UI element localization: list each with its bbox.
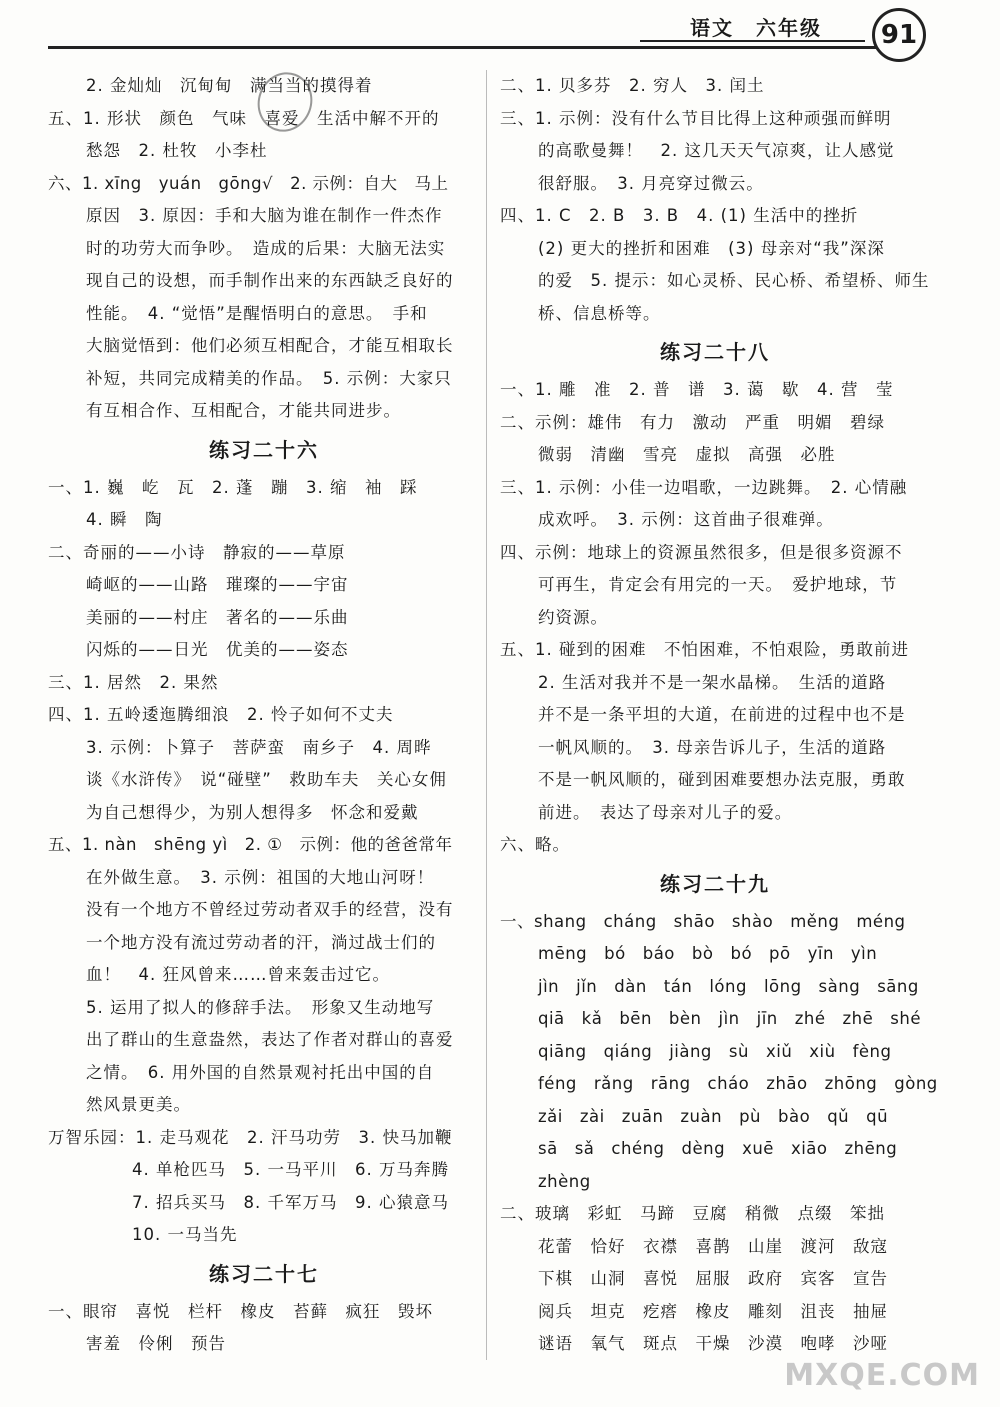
answer-line: 一、眼帘 喜悦 栏杆 橡皮 苔藓 疯狂 毁坏 <box>48 1301 433 1321</box>
right-column <box>500 70 938 1361</box>
answer-line: 一、1. 巍 屹 瓦 2. 蓬 蹦 3. 缩 袖 踩 <box>48 477 418 497</box>
answer-line: 性能。 4. “觉悟”是醒悟明白的意思。 手和 <box>86 303 428 323</box>
answer-line: mēng bó báo bò bó pō yīn yìn <box>538 944 878 963</box>
answer-line: féng rǎng rāng cháo zhāo zhōng gòng <box>538 1074 938 1093</box>
section-title: 练习二十七 <box>209 1261 319 1286</box>
answer-line: 2. 金灿灿 沉甸甸 满当当的摸得着 <box>86 76 373 95</box>
answer-line: (2) 更大的挫折和困难 (3) 母亲对“我”深深 <box>538 238 885 258</box>
answer-line: 四、示例：地球上的资源虽然很多，但是很多资源不 <box>500 542 903 562</box>
answer-line: 愁怨 2. 杜牧 小李杜 <box>86 141 268 160</box>
answer-line: 桥、信息桥等。 <box>538 303 661 323</box>
answer-line: 在外做生意。 3. 示例：祖国的大地山河呀！ <box>86 867 435 887</box>
answer-line: 一、1. 雕 准 2. 普 谱 3. 蔼 歇 4. 营 莹 <box>500 380 894 399</box>
answer-line: 出了群山的生意盎然，表达了作者对群山的喜爱 <box>86 1030 454 1049</box>
answer-line: 前进。 表达了母亲对儿子的爱。 <box>538 802 793 822</box>
page-number: 91 <box>872 8 926 62</box>
answer-line: 一帆风顺的。 3. 母亲告诉儿子，生活的道路 <box>538 737 887 757</box>
answer-line: 很舒服。 3. 月亮穿过微云。 <box>538 173 764 193</box>
answer-line: 阅兵 坦克 疙瘩 橡皮 雕刻 沮丧 抽屉 <box>538 1301 888 1321</box>
watermark-text: MXQE.COM <box>784 1358 980 1393</box>
answer-line: 三、1. 居然 2. 果然 <box>48 672 219 692</box>
answer-line: 4. 瞬 陶 <box>86 510 163 529</box>
answer-line: 五、1. 碰到的困难 不怕困难，不怕艰险，勇敢前进 <box>500 640 909 659</box>
answer-line: 二、奇丽的——小诗 静寂的——草原 <box>48 542 346 562</box>
answer-line: 花蕾 恰好 衣襟 喜鹊 山崖 渡河 敌寇 <box>538 1236 888 1256</box>
answer-line: zhèng <box>538 1171 591 1191</box>
answer-line: 六、略。 <box>500 835 570 854</box>
answer-line: 二、1. 贝多芬 2. 穷人 3. 闰土 <box>500 76 765 95</box>
answer-line: 大脑觉悟到：他们必须互相配合，才能互相取长 <box>86 336 454 355</box>
answer-line: 4. 单枪匹马 5. 一马平川 6. 万马奔腾 <box>132 1160 449 1179</box>
subject-grade: 语文 六年级 <box>690 16 822 40</box>
answer-line: 补短，共同完成精美的作品。 5. 示例：大家只 <box>86 368 452 388</box>
answer-line: qiā kǎ bēn bèn jìn jīn zhé zhē shé <box>538 1009 921 1028</box>
answer-line: qiāng qiáng jiàng sù xiǔ xiù fèng <box>538 1041 892 1061</box>
answer-line: 不是一帆风顺的，碰到困难要想办法克服，勇敢 <box>538 770 906 789</box>
column-divider <box>486 70 487 1360</box>
answer-line: sā sǎ chéng dèng xuē xiāo zhēng <box>538 1139 898 1158</box>
answer-line: 有互相合作、互相配合，才能共同进步。 <box>86 401 401 420</box>
answer-line: 下棋 山洞 喜悦 屈服 政府 宾客 宣告 <box>538 1269 888 1288</box>
answer-line: 二、玻璃 彩虹 马蹄 豆腐 稍微 点缀 笨拙 <box>500 1204 885 1223</box>
answer-line: 一、shang cháng shāo shào měng méng <box>500 911 906 931</box>
answer-line: 并不是一条平坦的大道，在前进的过程中也不是 <box>538 705 906 724</box>
answer-line: 之情。 6. 用外国的自然景观衬托出中国的自 <box>86 1062 435 1082</box>
answer-line: 谈《水浒传》 说“碰壁” 救助车夫 关心女佣 <box>86 770 447 789</box>
answer-line: 害羞 伶俐 预告 <box>86 1334 226 1353</box>
answer-line: 7. 招兵买马 8. 千军万马 9. 心猿意马 <box>132 1192 449 1212</box>
answer-line: 的爱 5. 提示：如心灵桥、民心桥、希望桥、师生 <box>538 271 930 290</box>
answer-line: 五、1. nàn shēng yì 2. ① 示例：他的爸爸常年 <box>48 835 453 854</box>
left-column <box>48 70 480 1361</box>
answer-line: 四、1. 五岭逶迤腾细浪 2. 怜子如何不丈夫 <box>48 705 394 724</box>
answer-line: 然风景更美。 <box>86 1095 191 1114</box>
answer-line: 六、1. xīng yuán gōng√ 2. 示例：自大 马上 <box>48 173 449 193</box>
section-title: 练习二十八 <box>660 340 770 364</box>
answer-line: 现自己的设想，而手制作出来的东西缺乏良好的 <box>86 271 454 290</box>
answer-line: 10. 一马当先 <box>132 1225 238 1244</box>
answer-line: 没有一个地方不曾经过劳动者双手的经营，没有 <box>86 900 454 919</box>
answer-line: 五、1. 形状 颜色 气味 喜爱 生活中解不开的 <box>48 108 440 128</box>
answer-line: 2. 生活对我并不是一架水晶梯。 生活的道路 <box>538 672 887 692</box>
answer-line: 万智乐园：1. 走马观花 2. 汗马功劳 3. 快马加鞭 <box>48 1127 453 1147</box>
answer-line: 为自己想得少，为别人想得多 怀念和爱戴 <box>86 802 419 822</box>
answer-line: 三、1. 示例：小佳一边唱歌，一边跳舞。 2. 心情融 <box>500 477 908 497</box>
answer-line: 5. 运用了拟人的修辞手法。 形象又生动地写 <box>86 997 435 1017</box>
section-title: 练习二十六 <box>209 437 319 462</box>
answer-line: 闪烁的——日光 优美的——姿态 <box>86 640 349 659</box>
answer-line: 微弱 清幽 雪亮 虚拟 高强 必胜 <box>538 445 836 464</box>
answer-line: jìn jǐn dàn tán lóng lōng sàng sāng <box>538 976 919 996</box>
answer-line: 谜语 氧气 斑点 干燥 沙漠 咆哮 沙哑 <box>538 1334 888 1353</box>
answer-line: 三、1. 示例：没有什么节目比得上这种顽强而鲜明 <box>500 108 892 128</box>
answer-line: 时的功劳大而争吵。 造成的后果：大脑无法实 <box>86 238 446 258</box>
answer-line: 血！ 4. 狂风曾来……曾来轰击过它。 <box>86 965 390 984</box>
answer-line: 成欢呼。 3. 示例：这首曲子很难弹。 <box>538 510 834 529</box>
page-header <box>0 0 1000 60</box>
section-title: 练习二十九 <box>660 871 770 896</box>
answer-line: 美丽的——村庄 著名的——乐曲 <box>86 607 349 627</box>
answer-line: zǎi zài zuān zuàn pù bào qǔ qū <box>538 1106 889 1126</box>
answer-line: 崎岖的——山路 璀璨的——宇宙 <box>86 575 349 594</box>
answer-line: 可再生，肯定会有用完的一天。 爱护地球，节 <box>538 575 898 594</box>
answer-line: 原因 3. 原因：手和大脑为谁在制作一件杰作 <box>86 206 443 225</box>
answer-line: 的高歌曼舞！ 2. 这几天天气凉爽，让人感觉 <box>538 141 895 160</box>
answer-line: 四、1. C 2. B 3. B 4. (1) 生活中的挫折 <box>500 206 859 225</box>
answer-line: 二、示例：雄伟 有力 激动 严重 明媚 碧绿 <box>500 412 885 432</box>
answer-line: 一个地方没有流过劳动者的汗，淌过战士们的 <box>86 932 436 952</box>
answer-line: 3. 示例：卜算子 菩萨蛮 南乡子 4. 周晔 <box>86 737 432 757</box>
answer-line: 约资源。 <box>538 607 608 627</box>
header-rule <box>48 46 878 49</box>
